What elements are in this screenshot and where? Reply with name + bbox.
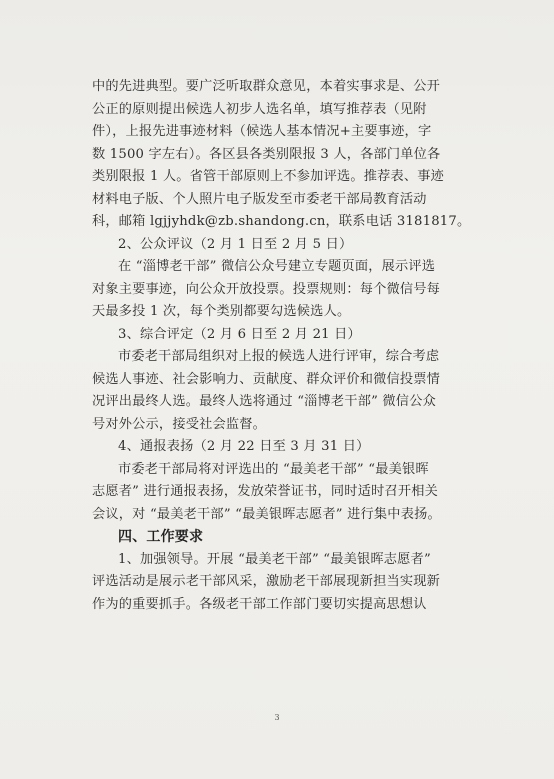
text-line: 类别限报 1 人。省管干部原则上不参加评选。推荐表、事迹 [92,169,445,184]
text-line: 在 “淄博老干部” 微信公众号建立专题页面，展示评选 [118,259,436,274]
text-line: 会议，对 “最美老干部” “最美银晖志愿者” 进行集中表扬。 [92,506,441,522]
subsection-line: 2、公众评议（2 月 1 日至 2 月 5 日） [118,236,353,252]
subsection-line: 3、综合评定（2 月 6 日至 2 月 21 日） [118,326,361,342]
text-line: 对象主要事迹，向公众开放投票。投票规则：每个微信号每 [92,281,441,297]
text-line: 材料电子版、个人照片电子版发至市委老干部局教育活动 [92,191,427,207]
text-line: 候选人事迹、社会影响力、贡献度、群众评价和微信投票情 [92,371,441,387]
text-line: 志愿者” 进行通报表扬，发放荣誉证书，同时适时召开相关 [92,484,439,499]
text-line: 中的先进典型。要广泛听取群众意见，本着实事求是、公开 [92,79,441,94]
document-body [92,76,492,616]
text-line: 市委老干部局将对评选出的 “最美老干部” “最美银晖 [118,461,429,477]
section-heading: 四、工作要求 [118,529,204,545]
page-number: 3 [274,713,280,722]
text-line: 数 1500 字左右）。各区县各类别限报 3 人，各部门单位各 [92,146,441,162]
text-line: 科，邮箱 lgjjyhdk@zb.shandong.cn，联系电话 3181817。 [92,214,471,229]
subsection-line: 4、通报表扬（2 月 22 日至 3 月 31 日） [118,439,370,454]
subsection-line: 1、加强领导。开展 “最美老干部” “最美银晖志愿者” [118,551,431,567]
text-line: 市委老干部局组织对上报的候选人进行评审，综合考虑 [118,349,440,364]
text-line: 评选活动是展示老干部风采，激励老干部展现新担当实现新 [92,574,441,589]
text-line: 件），上报先进事迹材料（候选人基本情况+主要事迹，字 [92,124,432,139]
text-line: 号对外公示，接受社会监督。 [92,416,267,432]
text-line: 作为的重要抓手。各级老干部工作部门要切实提高思想认 [92,596,427,612]
text-line: 公正的原则提出候选人初步人选名单，填写推荐表（见附 [92,101,427,117]
text-line: 天最多投 1 次，每个类别都要勾选候选人。 [92,304,351,319]
text-line: 况评出最终人选。最终人选将通过 “淄博老干部” 微信公众 [92,394,436,409]
